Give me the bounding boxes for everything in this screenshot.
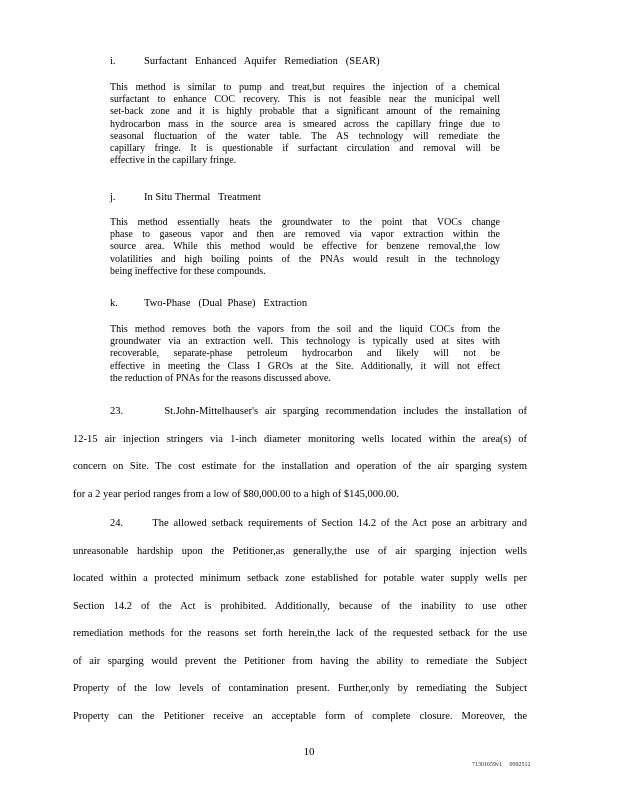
paragraph-line: 24. The allowed setback requirements of Section 14.2 of the Act pose an arbitrary and <box>110 518 527 529</box>
page-number: 10 <box>303 746 315 758</box>
paragraph-line: Property of the low levels of contamination present. Further,only by remediating the Subject <box>73 683 527 694</box>
text-line: capillary fringe. It is questionable if surfactant circulation and removal will be <box>110 143 500 155</box>
text-line: effective in the capillary fringe. <box>110 155 237 167</box>
paragraph-line: for a 2 year period ranges from a low of $80,000.00 to a high of $145,000.00. <box>73 488 400 500</box>
section-title: Surfactant Enhanced Aquifer Remediation (SEAR) <box>144 56 380 67</box>
paragraph-24 <box>73 517 527 737</box>
paragraph-line: of air sparging would prevent the Petitioner from having the ability to remediate the Subject <box>73 655 527 667</box>
section-title: Two-Phase (Dual Phase) Extraction <box>144 298 308 309</box>
text-line: the reduction of PNAs for the reasons discussed above. <box>110 372 331 384</box>
paragraph-line: Property can the Petitioner receive an acceptable form of complete closure. Moreover, the <box>73 710 527 722</box>
text-line: phase to gaseous vapor and then are removed via vapor extraction within the <box>110 229 500 241</box>
section-body-i <box>110 82 500 167</box>
text-line: surfactant to enhance COC recovery. This is not feasible near the municipal well <box>110 94 500 106</box>
paragraph-line: unreasonable hardship upon the Petitioner,as generally,the use of air sparging injection wells <box>73 545 527 557</box>
paragraph-line: located within a protected minimum setback zone established for potable water supply wells per <box>73 573 527 584</box>
text-line: hydrocarbon mass in the source area is smeared across the capillary fringe due to <box>110 118 500 130</box>
section-body-j <box>110 217 500 278</box>
document-id: 71301659v1 0992512 <box>472 762 531 768</box>
section-title: In Situ Thermal Treatment <box>144 192 261 203</box>
paragraph-23 <box>73 405 527 515</box>
paragraph-line: remediation methods for the reasons set forth herein,the lack of the requested setback for the use <box>73 628 527 639</box>
section-body-k <box>110 324 500 385</box>
section-heading-k <box>110 298 307 309</box>
text-line: being ineffective for these compounds. <box>110 265 266 277</box>
text-line: set-back zone and it is highly probable that a significant amount of the remaining <box>110 106 500 118</box>
text-line: effective in meeting the Class I GROs at the Site. Additionally, it will not effect <box>110 360 500 372</box>
section-label: j. <box>110 192 116 203</box>
text-line: This method is similar to pump and treat,but requires the injection of a chemical <box>110 82 500 93</box>
section-label: i. <box>110 56 116 67</box>
section-heading-i <box>110 56 380 67</box>
text-line: This method essentially heats the groundwater to the point that VOCs change <box>110 217 500 228</box>
text-line: groundwater via an extraction well. This technology is typically used at sites with <box>110 336 500 348</box>
paragraph-line: Section 14.2 of the Act is prohibited. Additionally, because of the inability to use other <box>73 600 527 612</box>
paragraph-line: 12-15 air injection stringers via 1-inch diameter monitoring wells located within the area(s) of <box>73 433 527 445</box>
paragraph-line: concern on Site. The cost estimate for the installation and operation of the air sparging system <box>73 461 527 472</box>
text-line: volatilities and high boiling points of the PNAs would result in the technology <box>110 253 500 265</box>
text-line: recoverable, separate-phase petroleum hydrocarbon and likely will not be <box>110 348 500 360</box>
section-label: k. <box>110 298 118 309</box>
text-line: This method removes both the vapors from the soil and the liquid COCs from the <box>110 324 500 335</box>
text-line: seasonal fluctuation of the water table. The AS technology will remediate the <box>110 130 500 142</box>
paragraph-line: 23. St.John-Mittelhauser's air sparging recommendation includes the installation of <box>110 406 527 417</box>
text-line: source area. While this method would be effective for benzene removal,the low <box>110 241 500 253</box>
section-heading-j <box>110 192 261 203</box>
